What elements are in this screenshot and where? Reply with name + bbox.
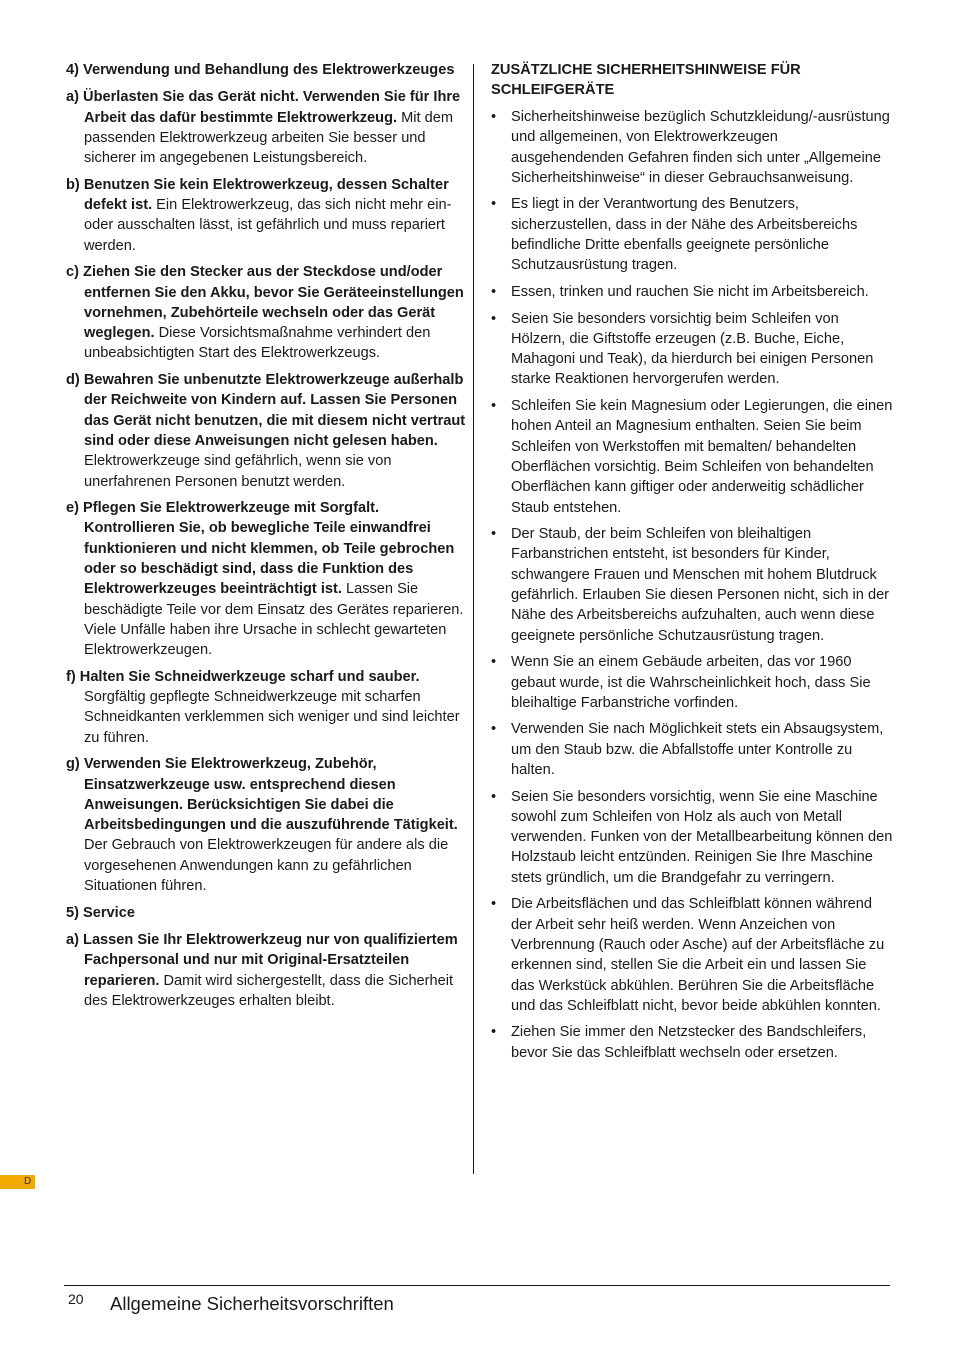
bullet-icon: • xyxy=(491,398,497,415)
bullet-item xyxy=(491,787,893,888)
item-bold: b) Benutzen Sie kein Elektrowerkzeug, dessen Schalter defekt ist. xyxy=(66,176,449,214)
item-bold: e) Pflegen Sie Elektrowerkzeuge mit Sorgfalt. Kontrollieren Sie, ob bewegliche Teile einwandfrei funktionieren und nicht klemmen, ob Teile gebrochen oder so beschädigt sind, dass die Funktion des Elektrowerkzeuges beeinträchtigt ist. xyxy=(66,500,455,598)
bullet-icon: • xyxy=(491,788,497,805)
bullet-icon: • xyxy=(491,721,497,738)
bullet-text: Wenn Sie an einem Gebäude arbeiten, das vor 1960 gebaut wurde, ist die Wahrscheinlichkeit hoch, dass Sie bleihaltige Farbanstriche vorfinden. xyxy=(511,654,871,711)
bullet-item xyxy=(491,396,893,518)
bullet-icon: • xyxy=(491,196,497,213)
section-heading-schleifgeraete: ZUSÄTZLICHE SICHERHEITSHINWEISE FÜR SCHLEIFGERÄTE xyxy=(491,62,801,98)
item-bold: d) Bewahren Sie unbenutzte Elektrowerkzeuge außerhalb der Reichweite von Kindern auf. Lassen Sie Personen das Gerät nicht benutzen, die mit diesem nicht vertraut sind oder diese Anweisungen nicht gelesen haben. xyxy=(66,372,466,449)
item-text: Mit dem passenden Elektrowerkzeug arbeiten Sie besser und sicherer im angegebenen Leistungsbereich. xyxy=(84,109,453,167)
list-item xyxy=(66,754,468,896)
bullet-text: Ziehen Sie immer den Netzstecker des Bandschleifers, bevor Sie das Schleifblatt wechseln oder ersetzen. xyxy=(511,1024,867,1061)
bullet-text: Es liegt in der Verantwortung des Benutzers, sicherzustellen, dass in der Nähe des Arbeitsbereichs befindliche Dritte ebenfalls geeignete persönliche Schutzausrüstung tragen. xyxy=(511,196,858,274)
list-item xyxy=(66,498,468,660)
item-text: Der Gebrauch von Elektrowerkzeugen für andere als die vorgesehenen Anwendungen kann zu gefährlichen Situationen führen. xyxy=(84,837,449,895)
bullet-icon: • xyxy=(491,310,497,327)
bullet-item xyxy=(491,282,893,302)
item-text: Sorgfältig gepflegte Schneidwerkzeuge mit scharfen Schneidkanten verklemmen sich weniger und sind leichter zu führen. xyxy=(84,689,460,746)
language-tab: D xyxy=(0,1175,35,1189)
bullet-text: Essen, trinken und rauchen Sie nicht im Arbeitsbereich. xyxy=(511,283,869,300)
item-text: Elektrowerkzeuge sind gefährlich, wenn sie von unerfahrenen Personen benutzt werden. xyxy=(84,453,392,490)
list-item xyxy=(66,262,468,363)
bullet-item xyxy=(491,652,893,713)
bullet-text: Die Arbeitsflächen und das Schleifblatt können während der Arbeit sehr heiß werden. Wenn Anzeichen von Verbrennung (Rauch oder Asche) auf der Arbeitsfläche zu erkennen sind, stellen Sie die Arbeit ein und lassen Sie das Werkstück abkühlen. Berühren Sie die Arbeitsfläche und das Schleifblatt nicht, bevor beide abkühlen konnten. xyxy=(511,896,885,1014)
section-heading-4: 4) Verwendung und Behandlung des Elektrowerkzeuges xyxy=(66,62,455,78)
item-text: Diese Vorsichtsmaßnahme verhindert den unbeabsichtigten Start des Elektrowerkzeugs. xyxy=(84,325,431,362)
bullet-icon: • xyxy=(491,109,497,125)
bullet-text: Verwenden Sie nach Möglichkeit stets ein Absaugsystem, um den Staub bzw. die Abfallstoffe unter Kontrolle zu halten. xyxy=(511,721,884,778)
bullet-icon: • xyxy=(491,896,497,913)
bullet-text: Seien Sie besonders vorsichtig beim Schleifen von Hölzern, die Giftstoffe erzeugen (z.B. Buche, Eiche, Mahagoni und Teak), da hierdurch bei einigen Personen starke Reaktionen hervorgerufen werden. xyxy=(511,310,874,388)
section-heading-5: 5) Service xyxy=(66,904,135,921)
item-bold: a) Überlasten Sie das Gerät nicht. Verwenden Sie für Ihre Arbeit das dafür bestimmte Elektrowerkzeug. xyxy=(66,89,461,126)
list-item xyxy=(66,930,468,1011)
bullet-icon: • xyxy=(491,1024,497,1041)
footer-rule xyxy=(64,1285,890,1286)
bullet-icon: • xyxy=(491,283,497,300)
bullet-item xyxy=(491,524,893,646)
bullet-text: Der Staub, der beim Schleifen von bleihaltigen Farbanstrichen entsteht, ist besonders für Kinder, schwangere Frauen und Menschen mit hohem Blutdruck gefährlich. Erlauben Sie diesen Personen nicht, sich in der Nähe des Arbeitsbereichs aufzuhalten, auch wenn diese geeignete persönliche Schutzausrüstung tragen. xyxy=(511,526,890,644)
item-bold: f) Halten Sie Schneidwerkzeuge scharf und sauber. xyxy=(66,668,420,685)
bullet-text: Schleifen Sie kein Magnesium oder Legierungen, die einen hohen Anteil an Magnesium enthalten. Seien Sie beim Schleifen von Werkstoffen mit bemalten/ behandelten Oberflächen vorsichtig. Beim Schleifen von behandelten Oberflächen kann giftiger oder anderweitig schädlicher Staub entstehen. xyxy=(511,398,893,516)
bullet-item xyxy=(491,894,893,1016)
item-text: Damit wird sichergestellt, dass die Sicherheit des Elektrowerkzeuges erhalten bleibt. xyxy=(84,972,454,1009)
footer-title: Allgemeine Sicherheitsvorschriften xyxy=(110,1293,394,1314)
bullet-text: Seien Sie besonders vorsichtig, wenn Sie eine Maschine sowohl zum Schleifen von Holz als auch von Metall verwenden. Funken von der Metallbearbeitung können den Holzstaub leicht entzünden. Reinigen Sie Ihre Maschine stets gründlich, um die Brandgefahr zu verringern. xyxy=(511,788,893,886)
bullet-item xyxy=(491,1022,893,1063)
item-bold: c) Ziehen Sie den Stecker aus der Steckdose und/oder entfernen Sie den Akku, bevor Sie Geräteeinstellungen vornehmen, Zubehörteile wechseln oder das Gerät weglegen. xyxy=(66,264,464,342)
bullet-icon: • xyxy=(491,654,497,671)
column-divider xyxy=(473,64,474,1174)
list-item xyxy=(66,175,468,256)
item-bold: g) Verwenden Sie Elektrowerkzeug, Zubehör, Einsatzwerkzeuge usw. entsprechend diesen Anweisungen. Berücksichtigen Sie dabei die Arbeitsbedingungen und die auszuführende Tätigkeit. xyxy=(66,756,458,834)
list-item xyxy=(66,370,468,492)
item-bold: a) Lassen Sie Ihr Elektrowerkzeug nur von qualifiziertem Fachpersonal und nur mit Original-Ersatzteilen reparieren. xyxy=(66,931,458,989)
list-item xyxy=(66,667,468,748)
left-column xyxy=(66,60,468,1017)
bullet-item xyxy=(491,309,893,390)
page-number: 20 xyxy=(68,1291,84,1307)
item-text: Lassen Sie beschädigte Teile vor dem Einsatz des Gerätes reparieren. Viele Unfälle haben ihre Ursache in schlecht gewarteten Elektrowerkzeugen. xyxy=(84,581,464,659)
item-text: Ein Elektrowerkzeug, das sich nicht mehr ein- oder ausschalten lässt, ist gefährlich und muss repariert werden. xyxy=(84,197,452,254)
bullet-item xyxy=(491,194,893,275)
bullet-item xyxy=(491,719,893,780)
bullet-text: Sicherheitshinweise bezüglich Schutzkleidung/-ausrüstung und allgemeinen, von Elektrowerkzeugen ausgehendenden Gefahren finden sich unter „Allgemeine Sicherheitshinweise“ in dieser Gebrauchsanweisung. xyxy=(511,109,890,186)
right-column xyxy=(491,60,893,1069)
list-item xyxy=(66,87,468,168)
bullet-icon: • xyxy=(491,526,497,543)
bullet-item xyxy=(491,107,893,188)
